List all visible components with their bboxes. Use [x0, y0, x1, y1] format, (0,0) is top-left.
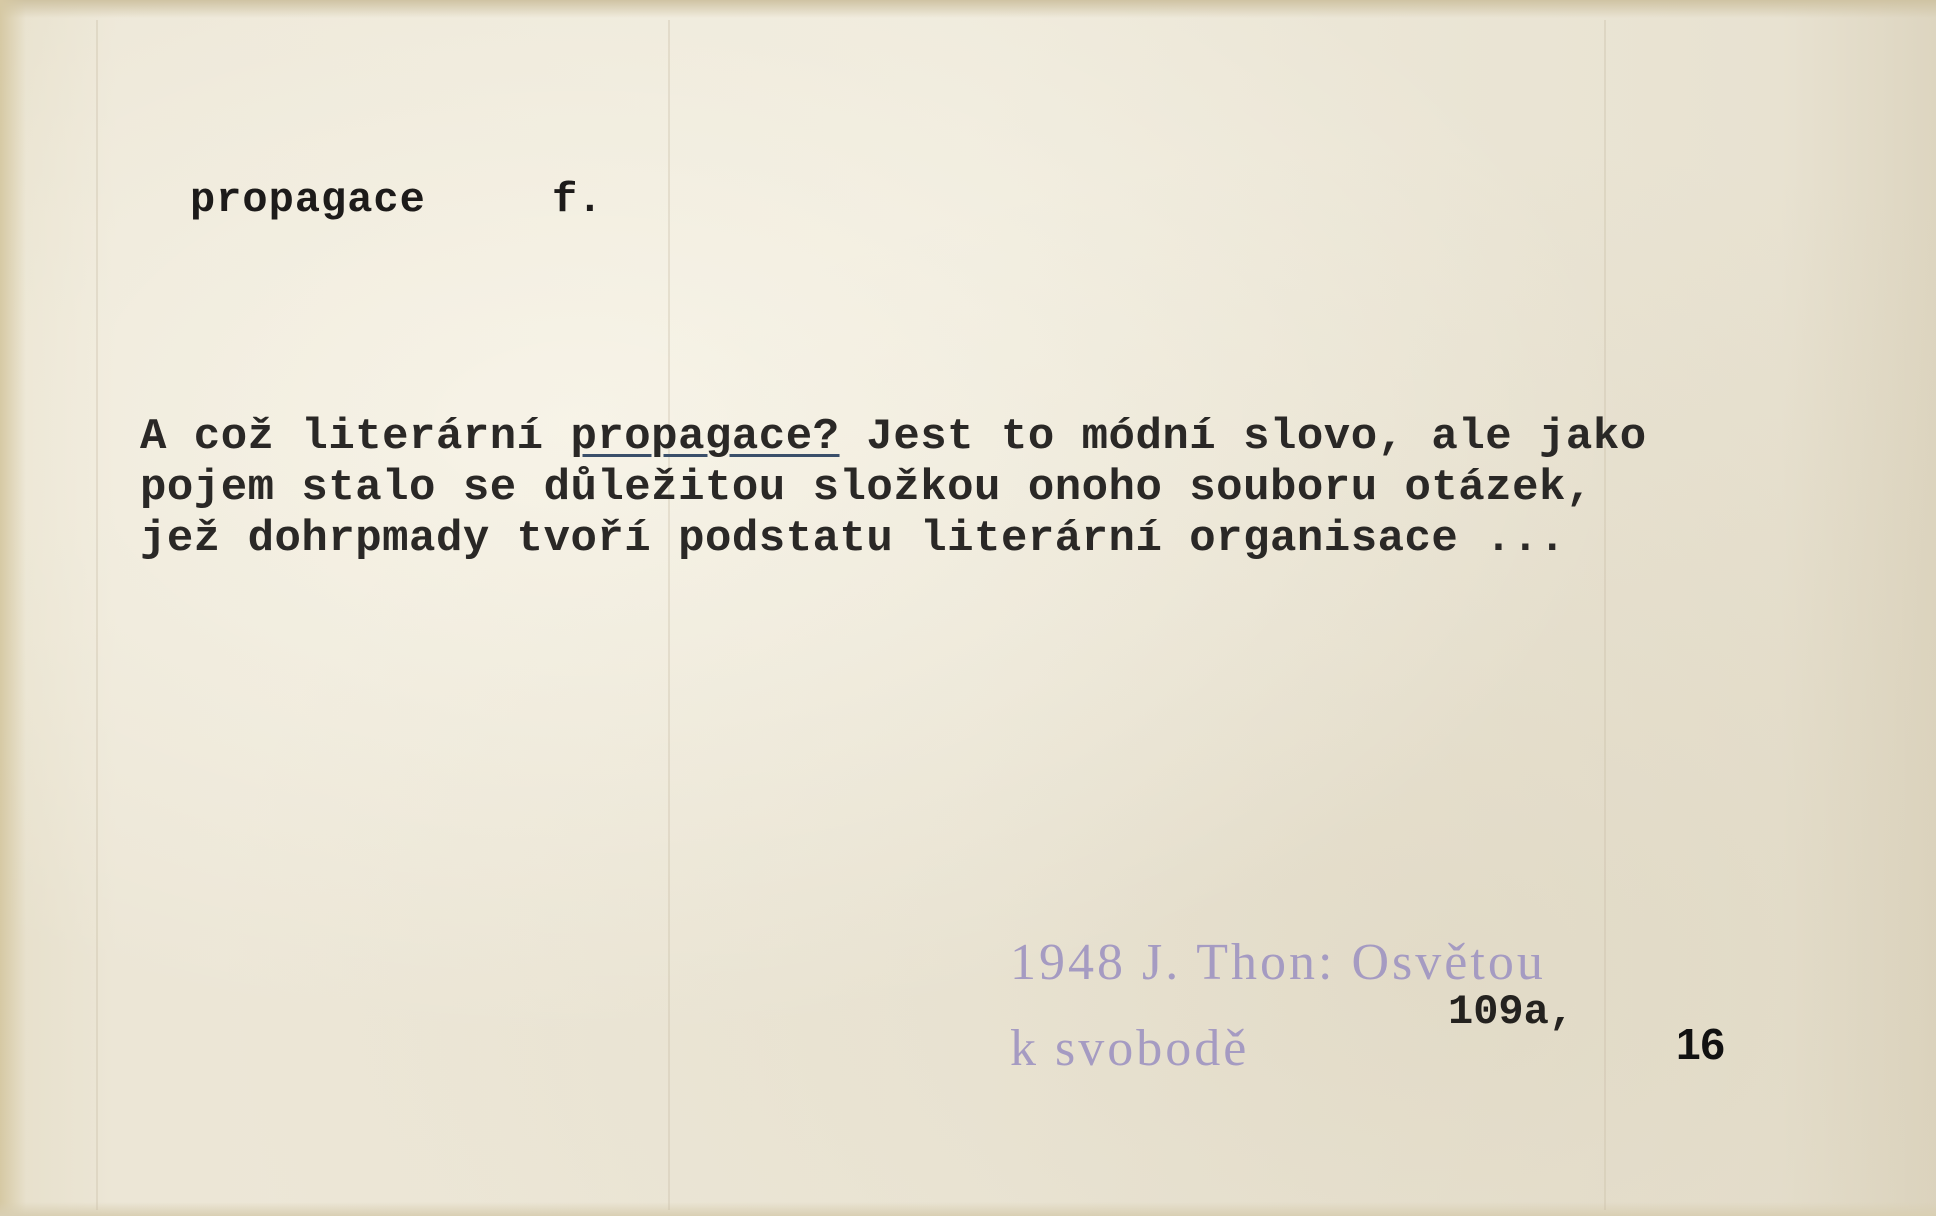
headword: propagace — [190, 176, 426, 224]
paper-fold-line — [96, 20, 98, 1210]
quotation-text: A což literární — [140, 412, 571, 462]
quotation-line-1 — [140, 412, 1900, 463]
page-reference: 109a, — [1448, 988, 1575, 1036]
quotation — [140, 412, 1900, 565]
quotation-line-3: jež dohrpmady tvoří podstatu literární organisace ... — [140, 514, 1566, 564]
highlighted-headword: propagace? — [570, 412, 840, 462]
paper-fold-line — [1604, 20, 1606, 1210]
quotation-text: Jest to módní slovo, ale jako — [839, 412, 1647, 462]
source-stamp-line-1: 1948 J. Thon: Osvětou — [1010, 934, 1546, 991]
card-bottom-edge — [0, 1202, 1936, 1216]
source-stamp-line-2: k svobodě — [1010, 1020, 1250, 1077]
quotation-line-2: pojem stalo se důležitou složkou onoho souboru otázek, — [140, 463, 1593, 513]
grammar-label: f. — [552, 176, 603, 224]
card-top-edge — [0, 0, 1936, 18]
paper-fold-line — [668, 20, 670, 1210]
card-left-edge — [0, 0, 26, 1216]
card-number: 16 — [1676, 1020, 1725, 1069]
